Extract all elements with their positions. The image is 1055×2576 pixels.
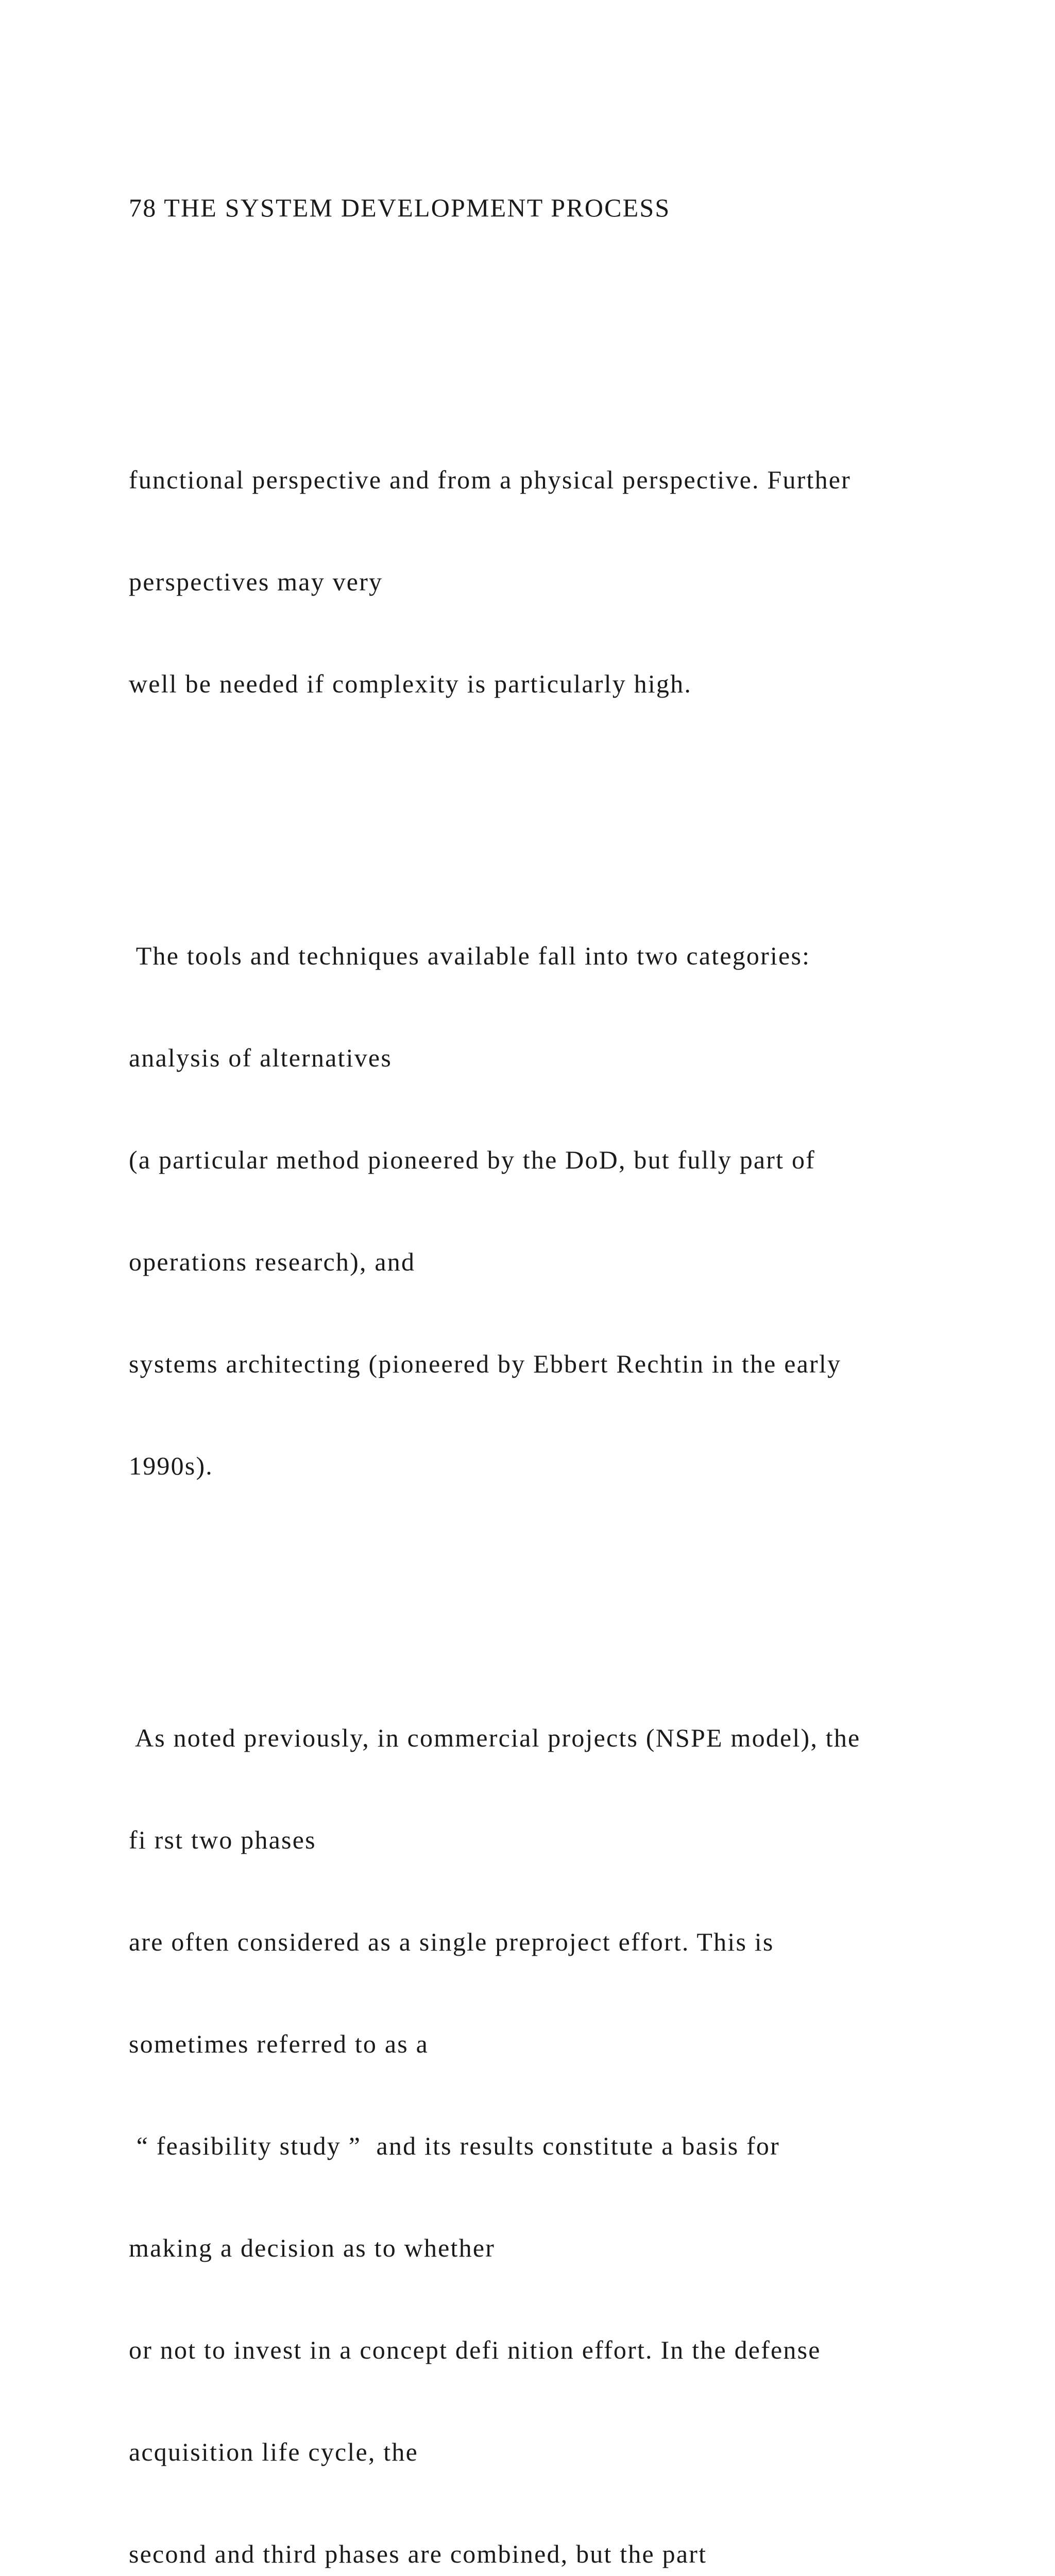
paragraph-line: (a particular method pioneered by the DoD, but fully part of [129, 1145, 816, 1174]
running-header: 78 THE SYSTEM DEVELOPMENT PROCESS [129, 193, 671, 222]
paragraph-line: As noted previously, in commercial projects (NSPE model), the [129, 1723, 861, 1752]
paragraph-line: functional perspective and from a physical perspective. Further [129, 465, 852, 494]
paragraph-line: The tools and techniques available fall into two categories: [129, 941, 811, 970]
paragraph-line: operations research), and [129, 1247, 416, 1276]
spacer [129, 1551, 1015, 1585]
paragraph-line: second and third phases are combined, but the part [129, 2539, 707, 2568]
paragraph-line: fi rst two phases [129, 1825, 316, 1854]
paragraph-line: sometimes referred to as a [129, 2029, 429, 2058]
spacer [129, 293, 1015, 327]
paragraph-line: making a decision as to whether [129, 2233, 496, 2262]
paragraph-line: “ feasibility study ” and its results constitute a basis for [129, 2131, 780, 2160]
page-text [129, 123, 1015, 2576]
paragraph-line: 1990s). [129, 1451, 214, 1480]
paragraph-line: analysis of alternatives [129, 1043, 392, 1072]
paragraph-line: acquisition life cycle, the [129, 2437, 418, 2466]
paragraph-line: are often considered as a single preproject effort. This is [129, 1927, 774, 1956]
paragraph-line: well be needed if complexity is particularly high. [129, 669, 692, 698]
paragraph-line: or not to invest in a concept defi nition effort. In the defense [129, 2335, 821, 2364]
paragraph-line: perspectives may very [129, 567, 383, 596]
paragraph-line: systems architecting (pioneered by Ebbert Rechtin in the early [129, 1349, 842, 1378]
spacer [129, 769, 1015, 803]
